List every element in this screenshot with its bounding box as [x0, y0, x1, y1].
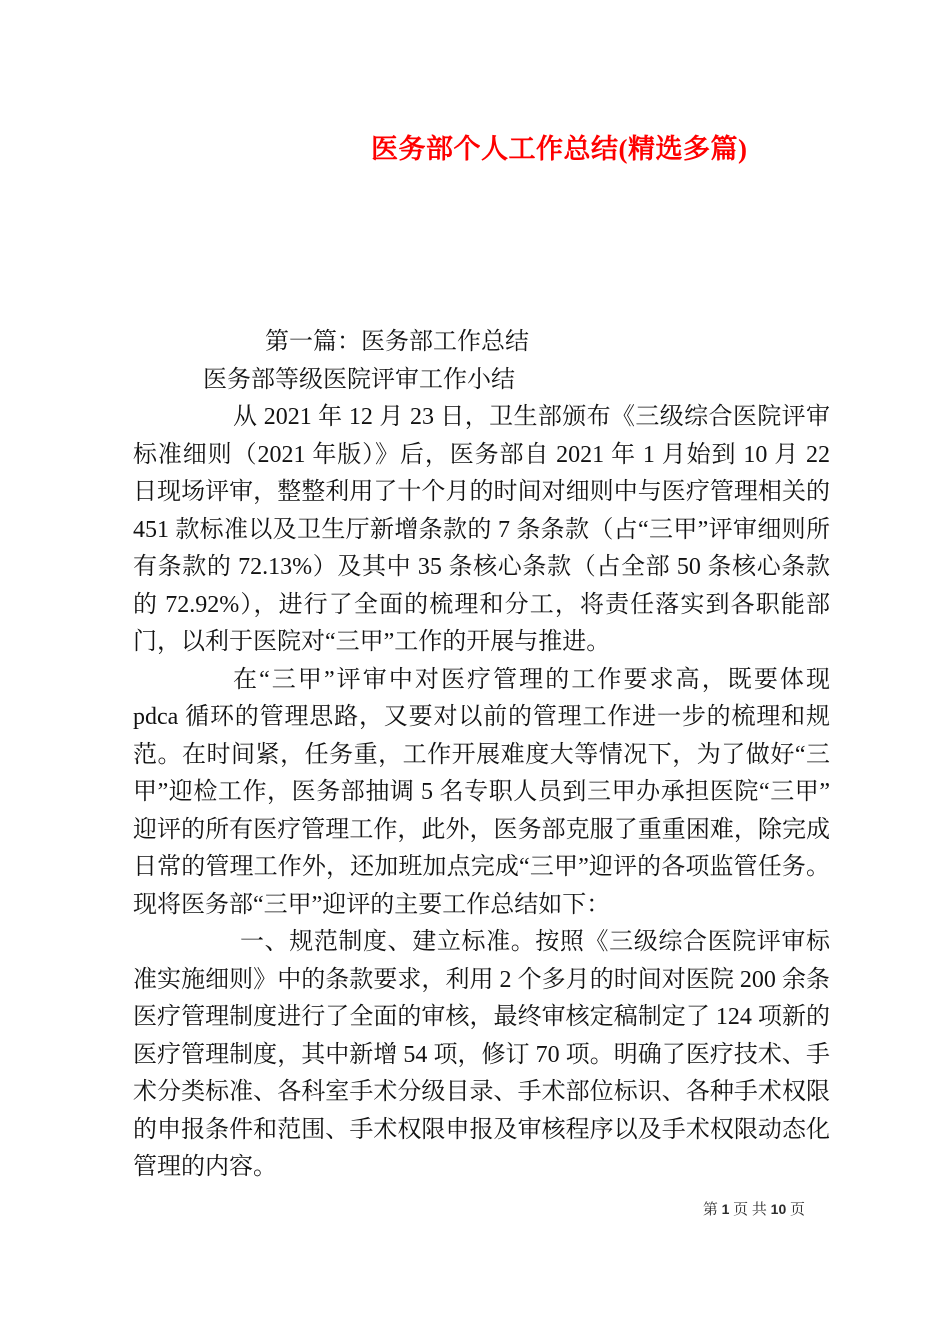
- paragraph-body-2: 在“三甲”评审中对医疗管理的工作要求高，既要体现 pdca 循环的管理思路，又要对以前的管理工作进一步的梳理和规范。在时间紧，任务重，工作开展难度大等情况下，为了做好“三甲”迎检工作，医务部抽调 5 名专职人员到三甲办承担医院“三甲”迎评的所有医疗管理工作，此外，医务部克服了重重困难，除完成日常的管理工作外，还加班加点完成“三甲”迎评的各项监管任务。现将医务部“三甲”迎评的主要工作总结如下：: [133, 666, 830, 918]
- paragraph-body-3: 一、规范制度、建立标准。按照《三级综合医院评审标准实施细则》中的条款要求，利用 2 个多月的时间对医院 200 余条医疗管理制度进行了全面的审核，最终审核定稿制定了 124 项新的医疗管理制度，其中新增 54 项，修订 70 项。明确了医疗技术、手术分类标准、各科室手术分级目录、手术部位标识、各种手术权限的申报条件和范围、手术权限申报及审核程序以及手术权限动态化管理的内容。: [133, 929, 830, 1180]
- footer-total-page-number: 10: [770, 1201, 787, 1217]
- footer-label-pages: 页: [786, 1202, 805, 1218]
- paragraph-section-heading: 第一篇：医务部工作总结: [265, 329, 529, 355]
- page-number-footer: [703, 1199, 805, 1220]
- document-body: [133, 324, 830, 1187]
- footer-current-page-number: 1: [721, 1201, 730, 1217]
- footer-label-of: 页 共: [729, 1202, 771, 1218]
- document-title: 医务部个人工作总结(精选多篇): [371, 134, 748, 164]
- paragraph-subheading: 医务部等级医院评审工作小结: [203, 366, 515, 393]
- paragraph-body-1: 从 2021 年 12 月 23 日，卫生部颁布《三级综合医院评审标准细则（2021 年版）》后，医务部自 2021 年 1 月始到 10 月 22 日现场评审，整整利用了十个月的时间对细则中与医疗管理相关的 451 款标准以及卫生厅新增条款的 7 条条款（占“三甲”评审细则所有条款的 72.13%）及其中 35 条核心条款（占全部 50 条核心条款的 72.92%），进行了全面的梳理和分工，将责任落实到各职能部门，以利于医院对“三甲”工作的开展与推进。: [133, 404, 830, 655]
- footer-label-page: 第: [702, 1202, 722, 1218]
